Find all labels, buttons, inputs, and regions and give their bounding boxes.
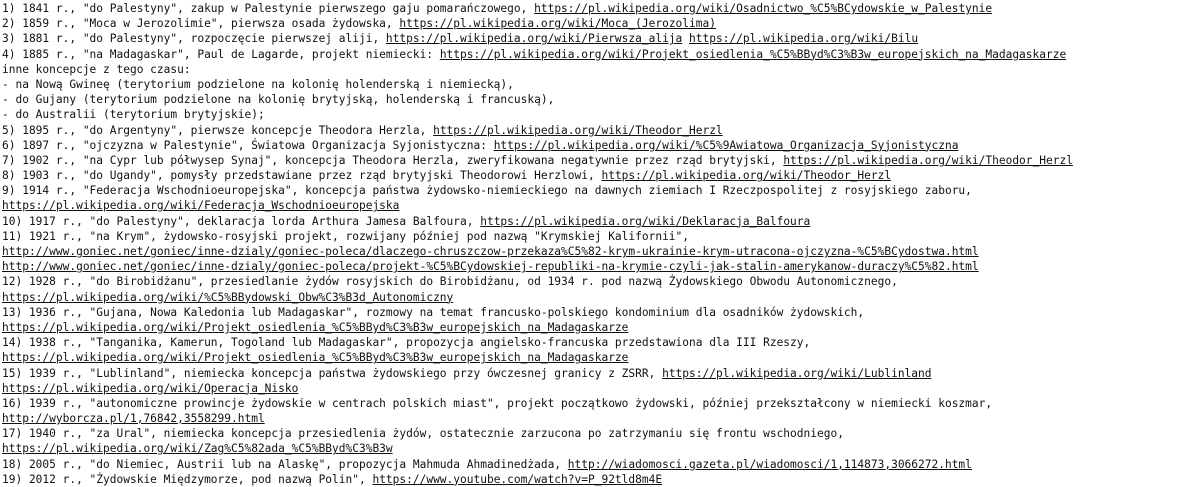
url-link[interactable]: https://pl.wikipedia.org/wiki/Projekt_osiedlenia_%C5%BByd%C3%B3w_europejskich_na_Madagaskarze [2, 351, 629, 365]
line-text: 18) 2005 r., "do Niemiec, Austrii lub na Alaskę", propozycja Mahmuda Ahmadinedżada, [2, 457, 568, 471]
line-text: - do Australii (terytorium brytyjskie); [2, 108, 265, 122]
line-text: 17) 1940 r., "za Ural", niemiecka koncepcja przesiedlenia żydów, ostatecznie zarzucona po zatrzymaniu się frontu wschodniego, [2, 427, 844, 441]
text-line [2, 457, 1200, 472]
line-text: 14) 1938 r., "Tanganika, Kamerun, Togoland lub Madagaskar", propozycja angielsko-francuska przedstawiona dla III Rzeszy, [2, 336, 811, 350]
url-link[interactable]: https://pl.wikipedia.org/wiki/Federacja_Wschodnioeuropejska [2, 199, 400, 213]
url-link[interactable]: https://pl.wikipedia.org/wiki/%C5%BBydowski_Obw%C3%B3d_Autonomiczny [2, 290, 454, 304]
text-line [2, 183, 1200, 198]
text-line [2, 47, 1200, 62]
line-text: 1) 1841 r., "do Palestyny", zakup w Palestynie pierwszego gaju pomarańczowego, [2, 2, 535, 15]
text-line [2, 305, 1200, 320]
line-text: 16) 1939 r., "autonomiczne prowincje żydowskie w centrach polskich miast", projekt początkowo żydowski, później przekształcony w niemiecki koszmar, [2, 396, 993, 410]
url-link[interactable]: https://pl.wikipedia.org/wiki/Projekt_osiedlenia_%C5%BByd%C3%B3w_europejskich_na_Madagaskarze [439, 47, 1067, 61]
text-line [2, 335, 1200, 350]
text-line [2, 16, 1200, 31]
text-line [2, 411, 1200, 426]
url-link[interactable]: https://pl.wikipedia.org/wiki/Zag%C5%82ada_%C5%BByd%C3%B3w [2, 442, 393, 456]
text-line [2, 426, 1200, 441]
text-line [2, 320, 1200, 335]
text-line [2, 153, 1200, 168]
text-line [2, 274, 1200, 289]
line-text: 2) 1859 r., "Moca w Jerozolimie", pierwsza osada żydowska, [2, 17, 400, 31]
text-line [2, 77, 1200, 92]
text-line [2, 62, 1200, 77]
text-line [2, 366, 1200, 381]
document-text [2, 1, 1200, 487]
text-line [2, 92, 1200, 107]
url-link[interactable]: https://pl.wikipedia.org/wiki/Moca_(Jerozolima) [399, 17, 716, 31]
text-line [2, 259, 1200, 274]
line-text: - na Nową Gwineę (terytorium podzielone na kolonię holenderską i niemiecką), [2, 77, 514, 91]
line-text: 6) 1897 r., "ojczyzna w Palestynie", Światowa Organizacja Syjonistyczna: [2, 138, 494, 152]
line-text: 8) 1903 r., "do Ugandy", pomysły przedstawiane przez rząd brytyjski Theodorowi Herzlowi, [2, 169, 602, 183]
url-link[interactable]: https://pl.wikipedia.org/wiki/Operacja_Nisko [2, 381, 299, 395]
url-link[interactable]: http://www.goniec.net/goniec/inne-dzialy/goniec-poleca/projekt-%C5%BCydowskiej-republiki-na-krymie-czyli-jak-stalin-amerykanow-duraczy%C5%82.html [2, 260, 979, 274]
url-link[interactable]: https://www.youtube.com/watch?v=P_92tld8m4E [372, 472, 663, 486]
line-text: 5) 1895 r., "do Argentyny", pierwsze koncepcje Theodora Herzla, [2, 123, 434, 137]
line-text: 11) 1921 r., "na Krym", żydowsko-rosyjski projekt, rozwijany później pod nazwą "Krymskiej Kalifornii", [2, 229, 690, 243]
url-link[interactable]: https://pl.wikipedia.org/wiki/Deklaracja_Balfoura [480, 214, 811, 228]
text-line [2, 350, 1200, 365]
url-link[interactable]: https://pl.wikipedia.org/wiki/Osadnictwo_%C5%BCydowskie_w_Palestynie [534, 2, 993, 15]
url-link[interactable]: https://pl.wikipedia.org/wiki/Lublinland [662, 366, 932, 380]
text-line [2, 31, 1200, 46]
url-link[interactable]: https://pl.wikipedia.org/wiki/%C5%9Awiatowa_Organizacja_Syjonistyczna [493, 138, 959, 152]
text-line [2, 107, 1200, 122]
url-link[interactable]: http://www.goniec.net/goniec/inne-dzialy/goniec-poleca/dlaczego-chruszczow-przekaza%C5%82-krym-ukrainie-krym-utracona-ojczyzna-%C5%BCydostwa.html [2, 245, 979, 258]
text-line [2, 138, 1200, 153]
line-text: 12) 1928 r., "do Birobidżanu", przesiedlanie żydów rosyjskich do Birobidżanu, od 1934 r. pod nazwą Żydowskiego Obwodu Autonomicznego, [2, 275, 898, 289]
url-link[interactable]: http://wiadomosci.gazeta.pl/wiadomosci/1,114873,3066272.html [567, 457, 972, 471]
url-link[interactable]: http://wyborcza.pl/1,76842,3558299.html [2, 412, 265, 426]
line-text: 4) 1885 r., "na Madagaskar", Paul de Lagarde, projekt niemiecki: [2, 47, 440, 61]
text-line [2, 1, 1200, 16]
line-text: 3) 1881 r., "do Palestyny", rozpoczęcie pierwszej aliji, [2, 32, 386, 46]
text-line [2, 244, 1200, 259]
line-text: 13) 1936 r., "Gujana, Nowa Kaledonia lub Madagaskar", rozmowy na temat francusko-polskiego kondominium dla osadników żydowskich, [2, 305, 865, 319]
text-line [2, 441, 1200, 456]
line-text: 9) 1914 r., "Federacja Wschodnioeuropejska", koncepcja państwa żydowsko-niemieckiego na dawnych ziemiach I Rzeczpospolitej z rosyjskiego zaboru, [2, 184, 972, 198]
text-line [2, 472, 1200, 487]
text-line [2, 396, 1200, 411]
url-link[interactable]: https://pl.wikipedia.org/wiki/Theodor_Herzl [601, 169, 892, 183]
line-text: 19) 2012 r., "Żydowskie Międzymorze, pod nazwą Polin", [2, 472, 373, 486]
text-line [2, 123, 1200, 138]
text-line [2, 214, 1200, 229]
text-line [2, 381, 1200, 396]
text-line [2, 229, 1200, 244]
text-line [2, 168, 1200, 183]
text-line [2, 198, 1200, 213]
line-text: - do Gujany (terytorium podzielone na kolonię brytyjską, holenderską i francuską), [2, 93, 555, 107]
url-link[interactable]: https://pl.wikipedia.org/wiki/Bilu [689, 32, 919, 46]
line-text: 7) 1902 r., "na Cypr lub półwysep Synaj", koncepcja Theodora Herzla, zweryfikowana negatywnie przez rząd brytyjski, [2, 153, 784, 167]
line-text: inne koncepcje z tego czasu: [2, 62, 191, 76]
line-text: 15) 1939 r., "Lublinland", niemiecka koncepcja państwa żydowskiego przy ówczesnej granicy z ZSRR, [2, 366, 663, 380]
line-text: 10) 1917 r., "do Palestyny", deklaracja lorda Arthura Jamesa Balfoura, [2, 214, 481, 228]
url-link[interactable]: https://pl.wikipedia.org/wiki/Pierwsza_alija [385, 32, 683, 46]
url-link[interactable]: https://pl.wikipedia.org/wiki/Theodor_Herzl [783, 153, 1073, 167]
url-link[interactable]: https://pl.wikipedia.org/wiki/Theodor_Herzl [433, 123, 723, 137]
url-link[interactable]: https://pl.wikipedia.org/wiki/Projekt_osiedlenia_%C5%BByd%C3%B3w_europejskich_na_Madagaskarze [2, 320, 629, 334]
text-line [2, 290, 1200, 305]
